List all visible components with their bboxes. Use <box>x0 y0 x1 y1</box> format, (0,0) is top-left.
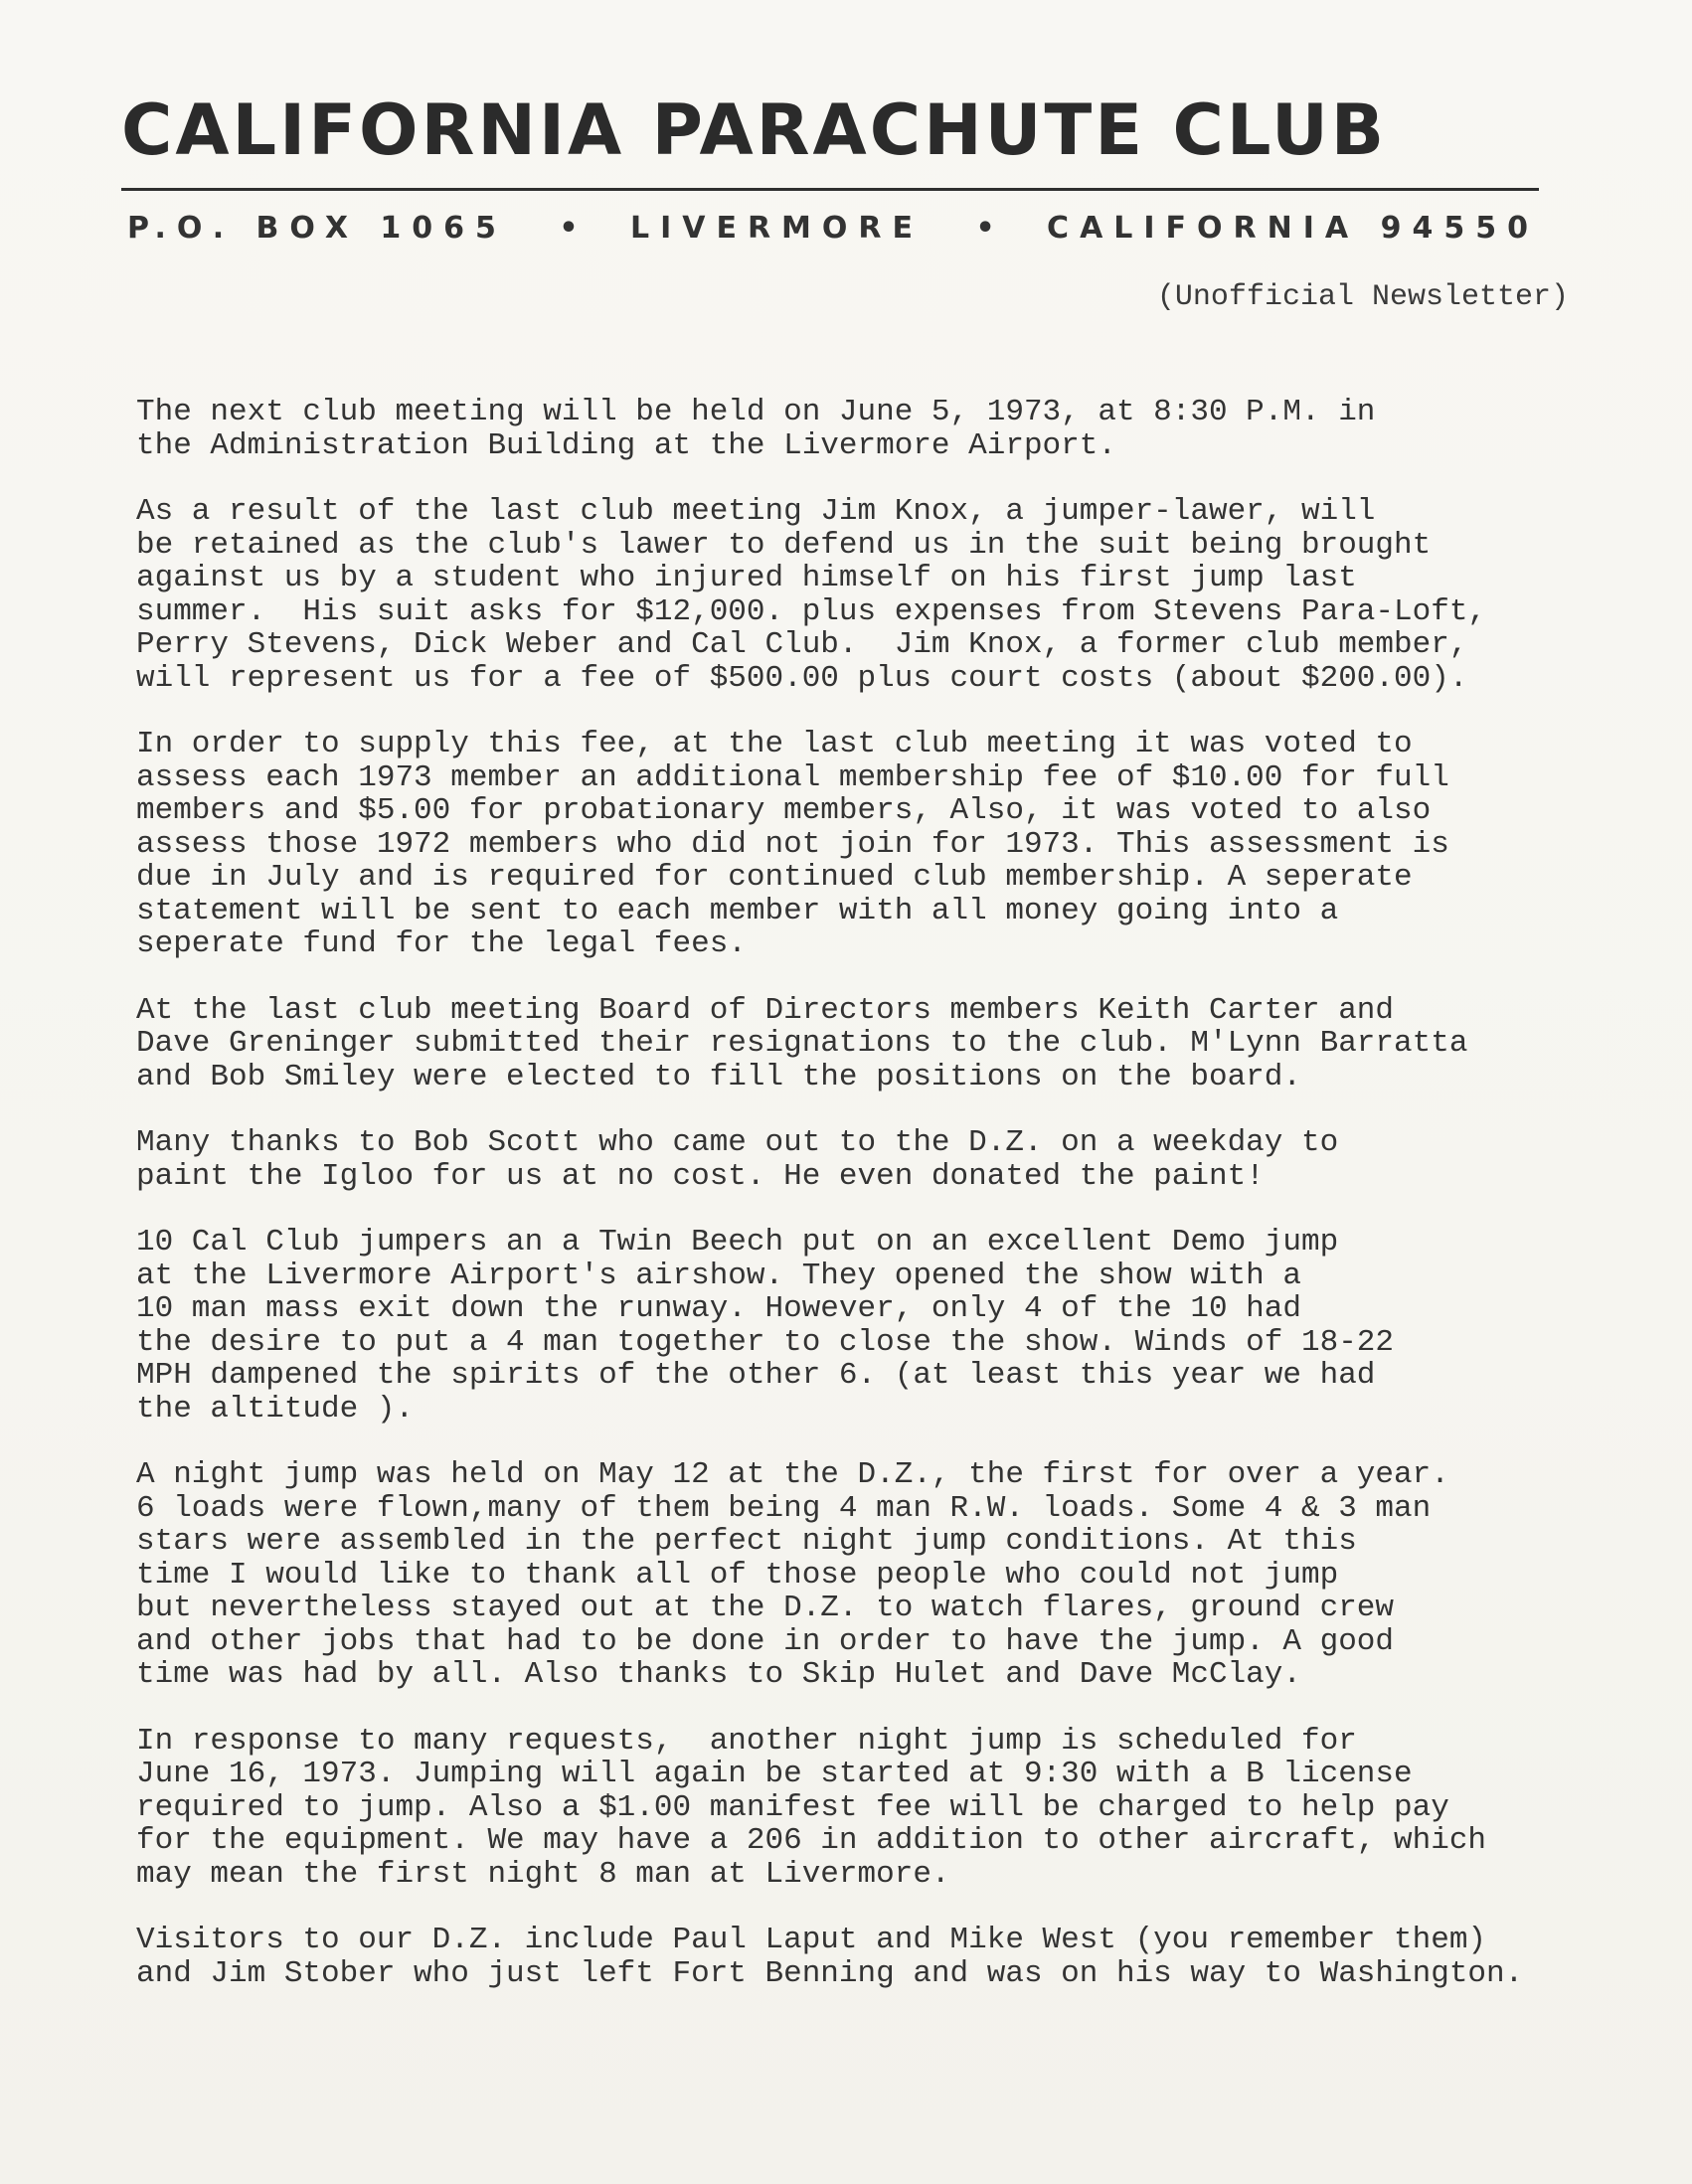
text-line: Visitors to our D.Z. include Paul Laput and Mike West (you remember them) <box>136 1923 1487 1957</box>
text-line: and Bob Smiley were elected to fill the positions on the board. <box>136 1059 1301 1094</box>
text-line: time was had by all. Also thanks to Skip Hulet and Dave McClay. <box>136 1657 1301 1692</box>
paragraph <box>136 1458 1647 1692</box>
address-separator: • <box>975 211 995 246</box>
text-line: Perry Stevens, Dick Weber and Cal Club. Jim Knox, a former club member, <box>136 627 1468 662</box>
text-line: 10 Cal Club jumpers an a Twin Beech put on an excellent Demo jump <box>136 1225 1339 1260</box>
text-line: will represent us for a fee of $500.00 plus court costs (about $200.00). <box>136 660 1468 696</box>
text-line: due in July and is required for continued club membership. A seperate <box>136 860 1413 895</box>
text-line: The next club meeting will be held on June 5, 1973, at 8:30 P.M. in <box>136 395 1376 429</box>
text-line: In order to supply this fee, at the last club meeting it was voted to <box>136 727 1413 761</box>
paragraph <box>136 1924 1647 1990</box>
text-line: but nevertheless stayed out at the D.Z. to watch flares, ground crew <box>136 1591 1395 1625</box>
text-line: statement will be sent to each member with all money going into a <box>136 893 1339 928</box>
text-line: Many thanks to Bob Scott who came out to the D.Z. on a weekday to <box>136 1125 1339 1160</box>
text-line: At the last club meeting Board of Directors members Keith Carter and <box>136 992 1395 1028</box>
text-line: June 16, 1973. Jumping will again be started at 9:30 with a B license <box>136 1757 1413 1791</box>
paragraph <box>136 396 1647 462</box>
text-line: stars were assembled in the perfect night jump conditions. At this <box>136 1524 1357 1559</box>
text-line: the desire to put a 4 man together to close the show. Winds of 18-22 <box>136 1324 1395 1360</box>
text-line: be retained as the club's lawer to defend us in the suit being brought <box>136 527 1432 563</box>
paragraph <box>136 1126 1647 1193</box>
text-line: the Administration Building at the Livermore Airport. <box>136 427 1116 463</box>
text-line: 6 loads were flown,many of them being 4 man R.W. loads. Some 4 & 3 man <box>136 1490 1432 1526</box>
text-line: In response to many requests, another night jump is scheduled for <box>136 1723 1357 1759</box>
text-line: and other jobs that had to be done in order to have the jump. A good <box>136 1623 1395 1659</box>
address-city: LIVERMORE <box>629 211 925 246</box>
text-line: MPH dampened the spirits of the other 6. (at least this year we had <box>136 1358 1376 1393</box>
text-line: and Jim Stober who just left Fort Benning and was on his way to Washington. <box>136 1955 1524 1991</box>
newsletter-body <box>136 396 1647 2023</box>
paragraph <box>136 1226 1647 1426</box>
paragraph <box>136 994 1647 1094</box>
text-line: As a result of the last club meeting Jim Knox, a jumper-lawer, will <box>136 494 1376 529</box>
club-name: CALIFORNIA PARACHUTE CLUB <box>121 89 1388 171</box>
paragraph <box>136 1725 1647 1892</box>
text-line: time I would like to thank all of those people who could not jump <box>136 1557 1339 1593</box>
text-line: may mean the first night 8 man at Livermore. <box>136 1856 950 1892</box>
text-line: at the Livermore Airport's airshow. They opened the show with a <box>136 1258 1301 1293</box>
paragraph <box>136 728 1647 961</box>
text-line: 10 man mass exit down the runway. However, only 4 of the 10 had <box>136 1291 1301 1326</box>
text-line: members and $5.00 for probationary members, Also, it was voted to also <box>136 793 1432 828</box>
text-line: assess those 1972 members who did not join for 1973. This assessment is <box>136 826 1449 862</box>
text-line: required to jump. Also a $1.00 manifest fee will be charged to help pay <box>136 1789 1449 1825</box>
text-line: Dave Greninger submitted their resignations to the club. M'Lynn Barratta <box>136 1026 1468 1061</box>
club-address <box>127 211 1539 246</box>
address-state-zip: CALIFORNIA 94550 <box>1047 211 1539 246</box>
text-line: for the equipment. We may have a 206 in addition to other aircraft, which <box>136 1823 1487 1858</box>
letterhead-rule <box>121 188 1539 191</box>
text-line: A night jump was held on May 12 at the D.Z., the first for over a year. <box>136 1457 1449 1492</box>
text-line: paint the Igloo for us at no cost. He even donated the paint! <box>136 1158 1265 1194</box>
text-line: summer. His suit asks for $12,000. plus expenses from Stevens Para-Loft, <box>136 593 1487 629</box>
newsletter-subtitle: (Unofficial Newsletter) <box>1156 280 1569 314</box>
text-line: seperate fund for the legal fees. <box>136 926 747 961</box>
text-line: against us by a student who injured himself on his first jump last <box>136 561 1357 595</box>
text-line: the altitude ). <box>136 1391 415 1427</box>
text-line: assess each 1973 member an additional membership fee of $10.00 for full <box>136 759 1449 795</box>
paragraph <box>136 495 1647 695</box>
address-po-box: P.O. BOX 1065 <box>127 211 507 246</box>
letterhead <box>121 89 1543 171</box>
address-separator: • <box>559 211 579 246</box>
